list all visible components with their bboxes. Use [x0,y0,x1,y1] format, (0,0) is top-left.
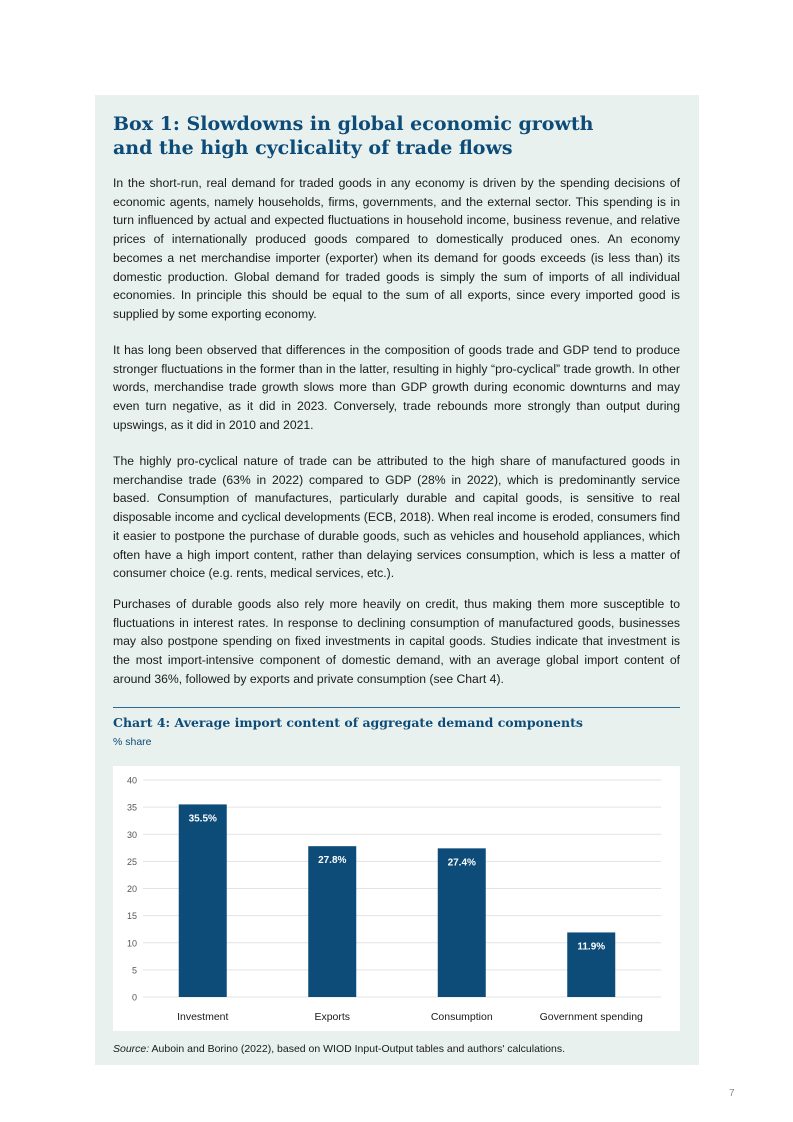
bar-consumption [438,848,486,997]
paragraph-2: It has long been observed that differences in the composition of goods trade and GDP tend to produce stronger fluctuations in the former than in the latter, resulting in highly “pro-cyclical” trade growth. In other words, merchandise trade growth slows more than GDP growth during economic downturns and may even turn negative, as it did in 2023. Conversely, trade rebounds more strongly than output during upswings, as it did in 2010 and 2021. [113,343,680,432]
y-tick-label-5: 5 [131,965,137,976]
x-tick-label-exports: Exports [314,1011,351,1023]
y-tick-label-25: 25 [126,856,137,867]
y-tick-label-20: 20 [126,884,137,894]
bar-chart [113,766,680,1031]
y-tick-label-15: 15 [126,911,137,922]
chart-divider [113,707,680,708]
box-title-line-1: Box 1: Slowdowns in global economic growth [113,113,594,135]
y-tick-label-35: 35 [126,802,137,813]
chart-title: Chart 4: Average import content of aggregate demand components [113,715,583,730]
chart-area [113,766,680,1031]
data-label-exports: 27.8% [318,855,347,867]
data-label-government-spending: 11.9% [577,941,606,953]
y-tick-label-0: 0 [131,992,137,1003]
box-title-line-2: and the high cyclicality of trade flows [113,137,513,159]
y-tick-label-40: 40 [126,775,137,786]
box-1-panel [95,95,699,1065]
x-tick-label-consumption: Consumption [430,1011,493,1023]
box-title [113,112,683,160]
source-label: Source: [113,1043,150,1055]
bar-exports [308,846,356,997]
data-label-consumption: 27.4% [447,857,476,869]
x-tick-label-government-spending: Government spending [539,1011,643,1023]
paragraph-4: Purchases of durable goods also rely more heavily on credit, thus making them more susceptible to fluctuations in interest rates. In response to declining consumption of manufactured goods, businesses may also postpone spending on fixed investments in capital goods. Studies indicate that investment is the most import-intensive component of domestic demand, with an average global import content of around 36%, followed by exports and private consumption (see Chart 4). [113,597,680,686]
x-tick-label-investment: Investment [177,1011,229,1023]
bar-investment [179,804,227,997]
source-text: Auboin and Borino (2022), based on WIOD Input-Output tables and authors' calculations. [149,1043,566,1055]
paragraph-1: In the short-run, real demand for traded goods in any economy is driven by the spending decisions of economic agents, namely households, firms, governments, and the external sector. This spending is in turn influenced by actual and expected fluctuations in household income, business revenue, and relative prices of internationally produced goods compared to domestically produced ones. An economy becomes a net merchandise importer (exporter) when its demand for goods exceeds (is less than) its domestic production. Global demand for traded goods is simply the sum of imports of all individual economies. In principle this should be equal to the sum of all exports, since every imported good is supplied by some exporting economy. [113,176,680,321]
paragraph-3: The highly pro-cyclical nature of trade can be attributed to the high share of manufactured goods in merchandise trade (63% in 2022) compared to GDP (28% in 2022), which is predominantly service based. Consumption of manufactures, particularly durable and capital goods, is sensitive to real disposable income and cyclical developments (ECB, 2018). When real income is eroded, consumers find it easier to postpone the purchase of durable goods, such as vehicles and household appliances, which often have a high import content, rather than delaying services consumption, which is less a matter of consumer choice (e.g. rents, medical services, etc.). [113,454,680,581]
chart-subtitle: % share [113,736,152,748]
y-tick-label-10: 10 [126,938,137,949]
data-label-investment: 35.5% [188,813,217,825]
y-tick-label-30: 30 [126,829,137,840]
source-note [113,1043,565,1055]
page-number: 7 [729,1088,735,1099]
